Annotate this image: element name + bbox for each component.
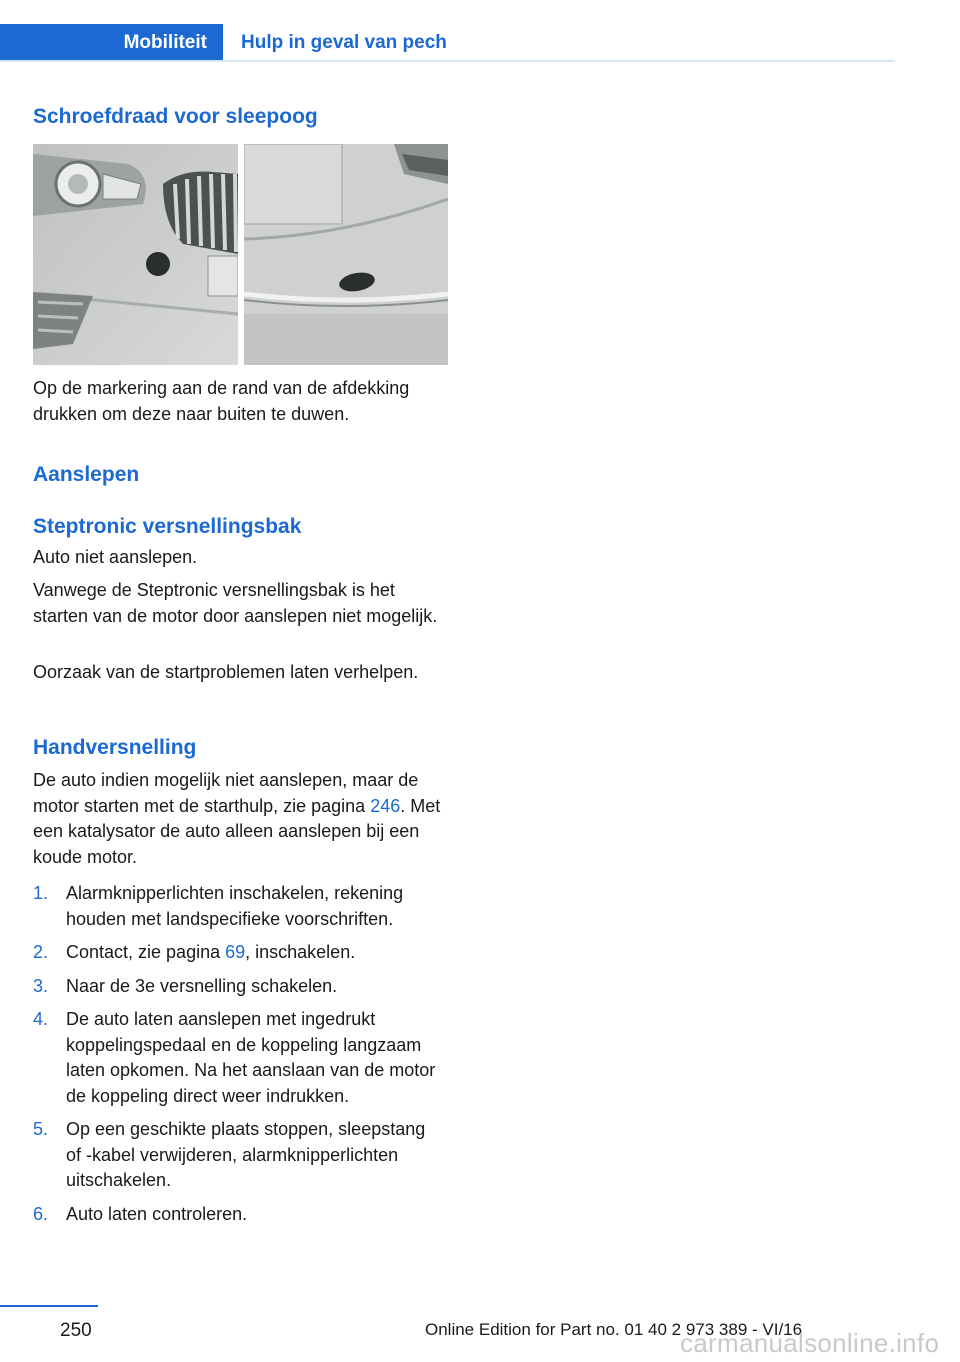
subsection-title-steptronic: Steptronic versnellingsbak — [33, 515, 302, 538]
rear-bumper-image — [244, 144, 448, 365]
page-number: 250 — [60, 1320, 92, 1341]
section-title-aanslepen: Aanslepen — [33, 463, 140, 486]
step-number: 5. — [33, 1119, 49, 1140]
subsection-title-handversnelling: Handversnelling — [33, 736, 197, 759]
tow-eye-thread-illustration — [33, 144, 448, 365]
front-bumper-image — [33, 144, 238, 365]
list-item — [33, 974, 445, 1000]
step-text: Naar de 3e versnelling schakelen. — [66, 975, 338, 996]
figure-caption: Op de markering aan de rand van de afdekking drukken om deze naar buiten te duwen. — [33, 378, 410, 424]
tab-hulp-in-geval-van-pech[interactable]: Hulp in geval van pech — [241, 32, 447, 53]
list-item — [33, 940, 445, 966]
step-text: Auto laten controleren. — [66, 1204, 248, 1225]
paragraph-text: . Met een katalysator de auto alleen aanslepen bij een koude motor. — [33, 795, 441, 867]
list-item — [33, 1202, 445, 1228]
paragraph-steptronic-2: Vanwege de Steptronic versnellingsbak is het starten van de motor door aanslepen niet mogelijk. — [33, 580, 438, 626]
step-number: 3. — [33, 975, 49, 996]
paragraph-handversnelling — [33, 768, 443, 870]
rear-bumper-drawing — [244, 144, 448, 365]
step-text: Contact, zie pagina — [66, 942, 226, 963]
paragraph-steptronic-3: Oorzaak van de startproblemen laten verhelpen. — [33, 662, 419, 682]
step-number: 2. — [33, 942, 49, 963]
step-number: 4. — [33, 1009, 49, 1030]
step-text: , inschakelen. — [245, 942, 356, 963]
list-item — [33, 1007, 445, 1109]
footer-divider — [0, 1305, 98, 1307]
section-title-schroefdraad: Schroefdraad voor sleepoog — [33, 105, 318, 128]
page-link-69[interactable]: 69 — [225, 942, 246, 963]
paragraph-text: De auto indien mogelijk niet aanslepen, maar de motor starten met de starthulp, zie pagina — [33, 770, 419, 816]
step-text: Op een geschikte plaats stoppen, sleepstang of -kabel verwijderen, alarmknipperlichten uitschakelen. — [66, 1119, 426, 1191]
header-divider — [0, 60, 895, 62]
page-link-246[interactable]: 246 — [370, 795, 401, 816]
paragraph-steptronic-1: Auto niet aanslepen. — [33, 547, 198, 567]
edition-note: Online Edition for Part no. 01 40 2 973 389 - VI/16 — [425, 1320, 803, 1339]
watermark: carmanualsonline.info — [680, 1328, 940, 1358]
step-text: Alarmknipperlichten inschakelen, rekening houden met landspecifieke voorschriften. — [66, 883, 404, 929]
front-bumper-drawing — [33, 144, 238, 365]
steps-list — [33, 881, 445, 1236]
step-number: 1. — [33, 883, 49, 903]
step-number: 6. — [33, 1204, 49, 1225]
list-item — [33, 1117, 445, 1194]
tab-mobiliteit[interactable]: Mobiliteit — [0, 24, 223, 62]
list-item — [33, 881, 445, 932]
step-text: De auto laten aanslepen met ingedrukt koppelingspedaal en de koppeling langzaam laten opkomen. Na het aanslaan van de motor de koppeling direct weer indrukken. — [66, 1009, 436, 1106]
page-header — [0, 24, 895, 62]
